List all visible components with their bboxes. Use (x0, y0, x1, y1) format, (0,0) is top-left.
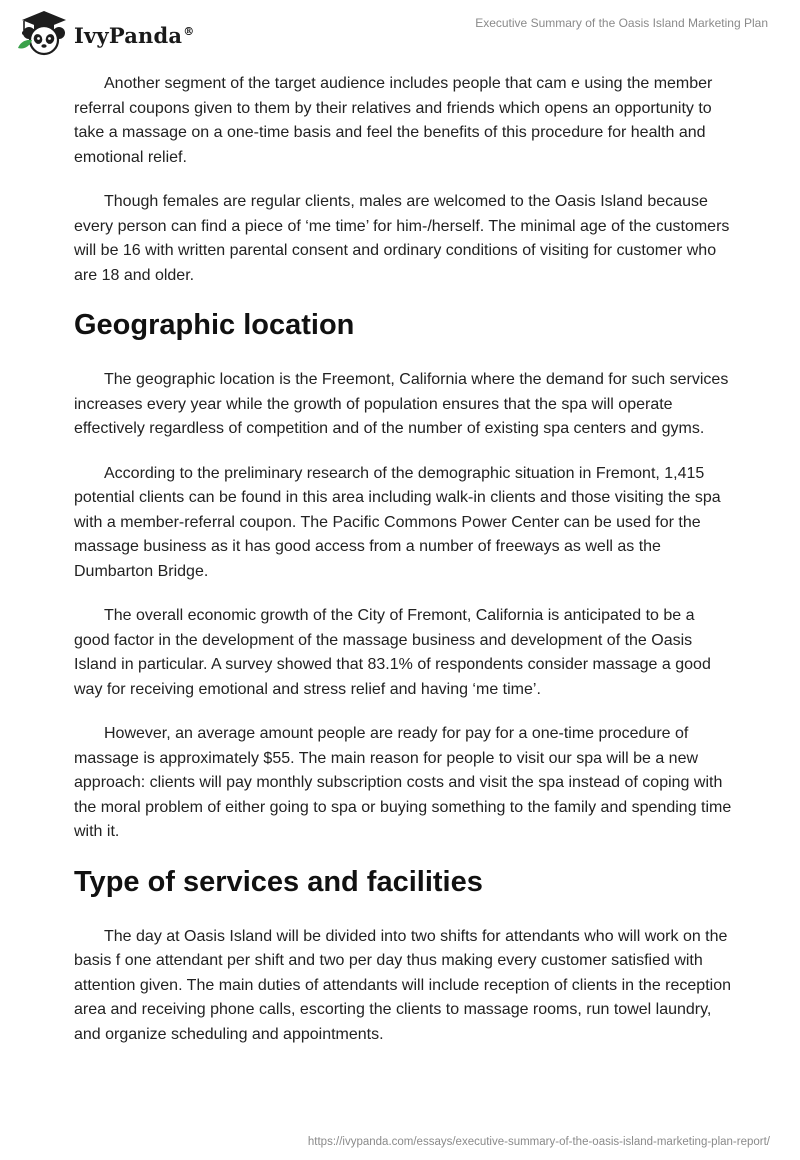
paragraph: Another segment of the target audience includes people that cam e using the member referral coupons given to them by their relatives and friends which opens an opportunity to take a massage on a one-time basis and feel the benefits of this procedure for health and emotional relief. (74, 75, 713, 166)
document-body (74, 72, 734, 1067)
section-heading-services: Type of services and facilities (74, 865, 483, 898)
page-header (0, 0, 800, 64)
paragraph: According to the preliminary research of the demographic situation in Fremont, 1,415 potential clients can be found in this area including walk-in clients and those visiting the spa with a member-referral coupon. The Pacific Commons Power Center can be used for the massage business as it has good access from a number of freeways as well as the Dumbarton Bridge. (74, 464, 721, 580)
paragraph: The day at Oasis Island will be divided into two shifts for attendants who will work on the basis f one attendant per shift and two per day thus making every customer satisfied with attention given. The main duties of attendants will include reception of clients in the reception area and receiving phone calls, escorting the clients to massage rooms, run towel laundry, and organize scheduling and appointments. (74, 927, 731, 1043)
paragraph: The geographic location is the Freemont, California where the demand for such services increases every year while the growth of population ensures that the spa will operate effectively regardless of competition and of the number of existing spa centers and gyms. (74, 371, 729, 437)
section-heading-geographic-location: Geographic location (74, 309, 355, 341)
paragraph: The overall economic growth of the City of Fremont, California is anticipated to be a good factor in the development of the massage business and development of the Oasis Island in particular. A survey showed that 83.1% of respondents consider massage a good way for receiving emotional and stress relief and having ‘me time’. (74, 607, 711, 698)
paragraph: Though females are regular clients, males are welcomed to the Oasis Island because every person can find a piece of ‘me time’ for him-/herself. The minimal age of the customers will be 16 with written parental consent and ordinary conditions of visiting for customer who are 18 and older. (74, 193, 730, 284)
document-title: Executive Summary of the Oasis Island Marketing Plan (475, 16, 768, 30)
source-url-link[interactable]: https://ivypanda.com/essays/executive-summary-of-the-oasis-island-marketing-plan-report/ (307, 1136, 770, 1148)
panda-graduate-icon (14, 8, 68, 56)
logo-wordmark: IvyPanda® (74, 22, 195, 48)
paragraph: However, an average amount people are ready for pay for a one-time procedure of massage is approximately $55. The main reason for people to visit our spa will be a new approach: clients will pay monthly subscription costs and visit the spa instead of coping with the moral problem of either going to spa or buying something to the family and spending time with it. (74, 725, 732, 840)
ivypanda-logo[interactable] (14, 8, 194, 56)
